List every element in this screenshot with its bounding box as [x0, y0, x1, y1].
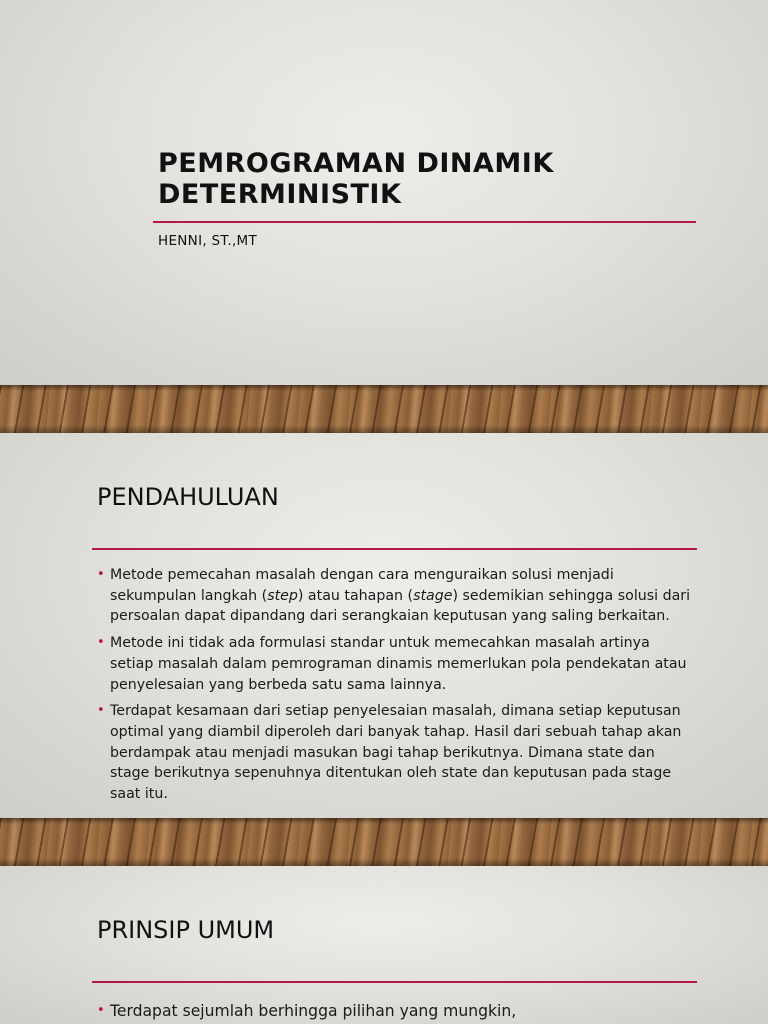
pendahuluan-slide: [0, 433, 768, 818]
bullet-text-emphasis: stage: [413, 587, 453, 604]
list-item: [97, 701, 697, 805]
bullet-text: Terdapat sejumlah berhingga pilihan yang mungkin,: [110, 1002, 517, 1020]
bullet-text: ) atau tahapan (: [297, 587, 414, 604]
list-item: [97, 633, 697, 695]
presentation-title: PEMROGRAMAN DINAMIK DETERMINISTIK: [158, 148, 554, 210]
bullet-text: Metode ini tidak ada formulasi standar untuk memecahkan masalah artinya setiap masalah dalam pemrograman dinamis memerlukan pola pendekatan atau penyelesaian yang berbeda satu sama lainnya.: [110, 635, 687, 693]
author-subtitle: HENNI, ST.,MT: [158, 233, 258, 249]
bullet-text: ) sedemikian sehingga solusi dari persoalan dapat dipandang dari serangkaian keputusan yang saling berkaitan.: [110, 587, 691, 625]
title-slide: [0, 0, 768, 385]
bullet-icon: •: [97, 703, 105, 719]
bullet-text-emphasis: step: [267, 587, 298, 604]
slide-heading: PRINSIP UMUM: [97, 916, 275, 944]
prinsip-umum-slide: [0, 866, 768, 1024]
bullet-list: [97, 1001, 697, 1024]
title-divider: [153, 221, 696, 223]
list-item: [97, 565, 697, 627]
bullet-icon: •: [97, 1003, 105, 1018]
heading-divider: [92, 548, 697, 550]
bullet-icon: •: [97, 635, 105, 651]
bullet-list: [97, 565, 697, 811]
heading-divider: [92, 981, 697, 983]
wood-floor-separator: [0, 818, 768, 866]
bullet-text: Terdapat kesamaan dari setiap penyelesaian masalah, dimana setiap keputusan optimal yang diambil diperoleh dari banyak tahap. Hasil dari sebuah tahap akan berdampak atau menjadi masukan bagi tahap berikutnya. Dimana state dan stage berikutnya sepenuhnya ditentukan oleh state dan keputusan pada stage saat itu.: [110, 703, 682, 803]
slide-heading: PENDAHULUAN: [97, 483, 279, 511]
wood-floor-separator: [0, 385, 768, 433]
bullet-text: Metode pemecahan masalah dengan cara menguraikan solusi menjadi sekumpulan langkah (: [110, 567, 614, 604]
list-item: [97, 1001, 697, 1022]
bullet-icon: •: [97, 567, 105, 582]
